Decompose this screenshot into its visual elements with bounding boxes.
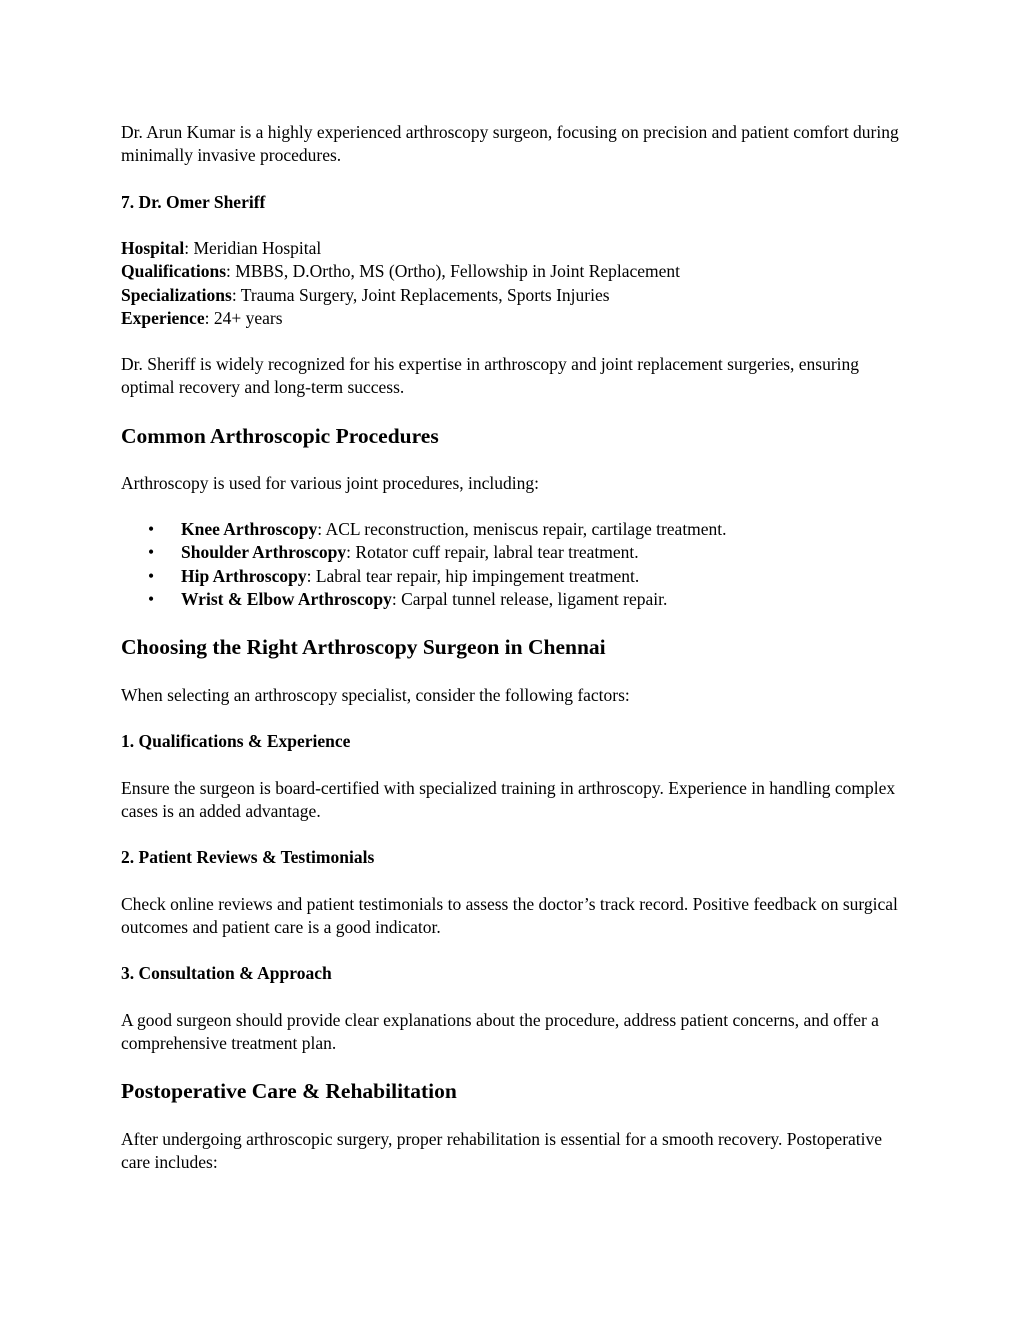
field-label: Specializations xyxy=(121,284,232,305)
choosing-heading: Choosing the Right Arthroscopy Surgeon in Chennai xyxy=(121,635,606,659)
item-label: Hip Arthroscopy xyxy=(181,565,307,586)
hospital-field xyxy=(121,237,911,260)
bullet-icon: • xyxy=(148,519,155,539)
field-label: Experience xyxy=(121,307,205,328)
item-text: : Carpal tunnel release, ligament repair. xyxy=(391,588,668,609)
bullet-icon: • xyxy=(148,542,155,563)
postop-intro: After undergoing arthroscopic surgery, proper rehabilitation is essential for a smooth recovery. Postoperative care includes: xyxy=(121,1129,883,1173)
specializations-field xyxy=(121,284,911,307)
bullet-icon: • xyxy=(148,565,155,586)
item-label: Wrist & Elbow Arthroscopy xyxy=(181,588,392,609)
field-value: : 24+ years xyxy=(204,307,283,328)
procedures-list xyxy=(121,518,911,611)
list-item xyxy=(121,565,911,588)
item-label: Knee Arthroscopy xyxy=(181,519,318,539)
item-label: Shoulder Arthroscopy xyxy=(181,542,347,563)
factor-heading: 3. Consultation & Approach xyxy=(121,963,332,983)
doctor-description: Dr. Sheriff is widely recognized for his expertise in arthroscopy and joint replacement surgeries, ensuring optimal recovery and long-term success. xyxy=(121,354,860,398)
field-label: Hospital xyxy=(121,238,185,258)
choosing-intro: When selecting an arthroscopy specialist, consider the following factors: xyxy=(121,685,630,705)
item-text: : Rotator cuff repair, labral tear treatment. xyxy=(346,542,639,563)
factor-heading: 2. Patient Reviews & Testimonials xyxy=(121,847,375,867)
list-item xyxy=(121,518,911,541)
experience-field xyxy=(121,307,911,330)
factor-text: Ensure the surgeon is board-certified with specialized training in arthroscopy. Experience in handling complex cases is an added advantage. xyxy=(121,778,896,822)
doctor-details xyxy=(121,237,911,330)
intro-paragraph: Dr. Arun Kumar is a highly experienced arthroscopy surgeon, focusing on precision and patient comfort during minimally invasive procedures. xyxy=(121,122,899,166)
doctor-heading: 7. Dr. Omer Sheriff xyxy=(121,192,266,212)
procedures-heading: Common Arthroscopic Procedures xyxy=(121,424,439,448)
field-value: : MBBS, D.Ortho, MS (Ortho), Fellowship in Joint Replacement xyxy=(226,261,681,282)
procedures-intro: Arthroscopy is used for various joint procedures, including: xyxy=(121,473,539,493)
postop-heading: Postoperative Care & Rehabilitation xyxy=(121,1079,457,1103)
list-item xyxy=(121,588,911,611)
field-value: : Meridian Hospital xyxy=(184,238,322,258)
list-item xyxy=(121,541,911,564)
bullet-icon: • xyxy=(148,588,155,609)
item-text: : Labral tear repair, hip impingement treatment. xyxy=(306,565,640,586)
field-label: Qualifications xyxy=(121,261,227,282)
qualifications-field xyxy=(121,260,911,283)
field-value: : Trauma Surgery, Joint Replacements, Sports Injuries xyxy=(231,284,610,305)
factor-heading: 1. Qualifications & Experience xyxy=(121,731,351,751)
item-text: : ACL reconstruction, meniscus repair, cartilage treatment. xyxy=(317,519,727,539)
factor-text: A good surgeon should provide clear explanations about the procedure, address patient concerns, and offer a comprehensive treatment plan. xyxy=(121,1010,879,1054)
factor-text: Check online reviews and patient testimonials to assess the doctor’s track record. Positive feedback on surgical outcomes and patient care is a good indicator. xyxy=(121,894,898,938)
